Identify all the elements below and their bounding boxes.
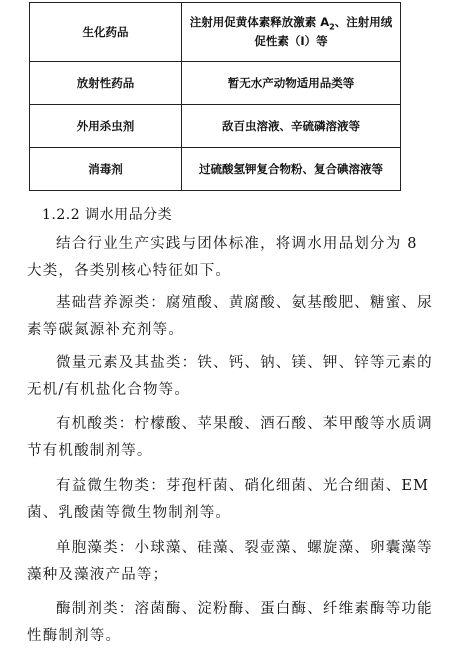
table-cell-category: 生化药品 xyxy=(30,3,182,62)
table-cell-category: 外用杀虫剂 xyxy=(30,105,182,148)
section-heading: 1.2.2 调水用品分类 xyxy=(42,207,173,223)
table-cell-example: 暂无水产动物适用品类等 xyxy=(182,62,401,105)
category-paragraph-organic-acid: 有机酸类：柠檬酸、苹果酸、酒石酸、苯甲酸等水质调节有机酸制剂等。 xyxy=(27,416,433,459)
category-paragraph-microbe: 有益微生物类：芽孢杆菌、硝化细菌、光合细菌、EM 菌、乳酸菌等微生物制剂等。 xyxy=(27,478,430,521)
table-cell-example: 敌百虫溶液、辛硫磷溶液等 xyxy=(182,105,401,148)
table-row xyxy=(30,148,401,191)
example-subscript: 2 xyxy=(329,22,335,32)
table-row xyxy=(30,62,401,105)
table-cell-category: 消毒剂 xyxy=(30,148,182,191)
intro-paragraph: 结合行业生产实践与团体标准，将调水用品划分为 8 大类，各类别核心特征如下。 xyxy=(27,236,418,279)
example-text-a: 注射用促黄体素释放激素 A xyxy=(189,14,330,29)
table-cell-example: 过硫酸氢钾复合物粉、复合碘溶液等 xyxy=(182,148,401,191)
table-cell-category: 放射性药品 xyxy=(30,62,182,105)
category-paragraph-trace-element: 微量元素及其盐类：铁、钙、钠、镁、钾、锌等元素的无机/有机盐化合物等。 xyxy=(27,355,433,398)
example-text-b: 、注射用绒促性素（Ⅰ）等 xyxy=(254,14,393,49)
drug-category-table xyxy=(29,2,401,191)
category-paragraph-algae: 单胞藻类：小球藻、硅藻、裂壶藻、螺旋藻、卵囊藻等藻种及藻液产品等； xyxy=(27,540,433,583)
table-row xyxy=(30,3,401,62)
category-paragraph-nutrient: 基础营养源类：腐殖酸、黄腐酸、氨基酸肥、糖蜜、尿素等碳氮源补充剂等。 xyxy=(27,295,433,338)
table-row xyxy=(30,105,401,148)
category-paragraph-enzyme: 酶制剂类：溶菌酶、淀粉酶、蛋白酶、纤维素酶等功能性酶制剂等。 xyxy=(27,601,433,644)
table-cell-example xyxy=(182,3,401,62)
